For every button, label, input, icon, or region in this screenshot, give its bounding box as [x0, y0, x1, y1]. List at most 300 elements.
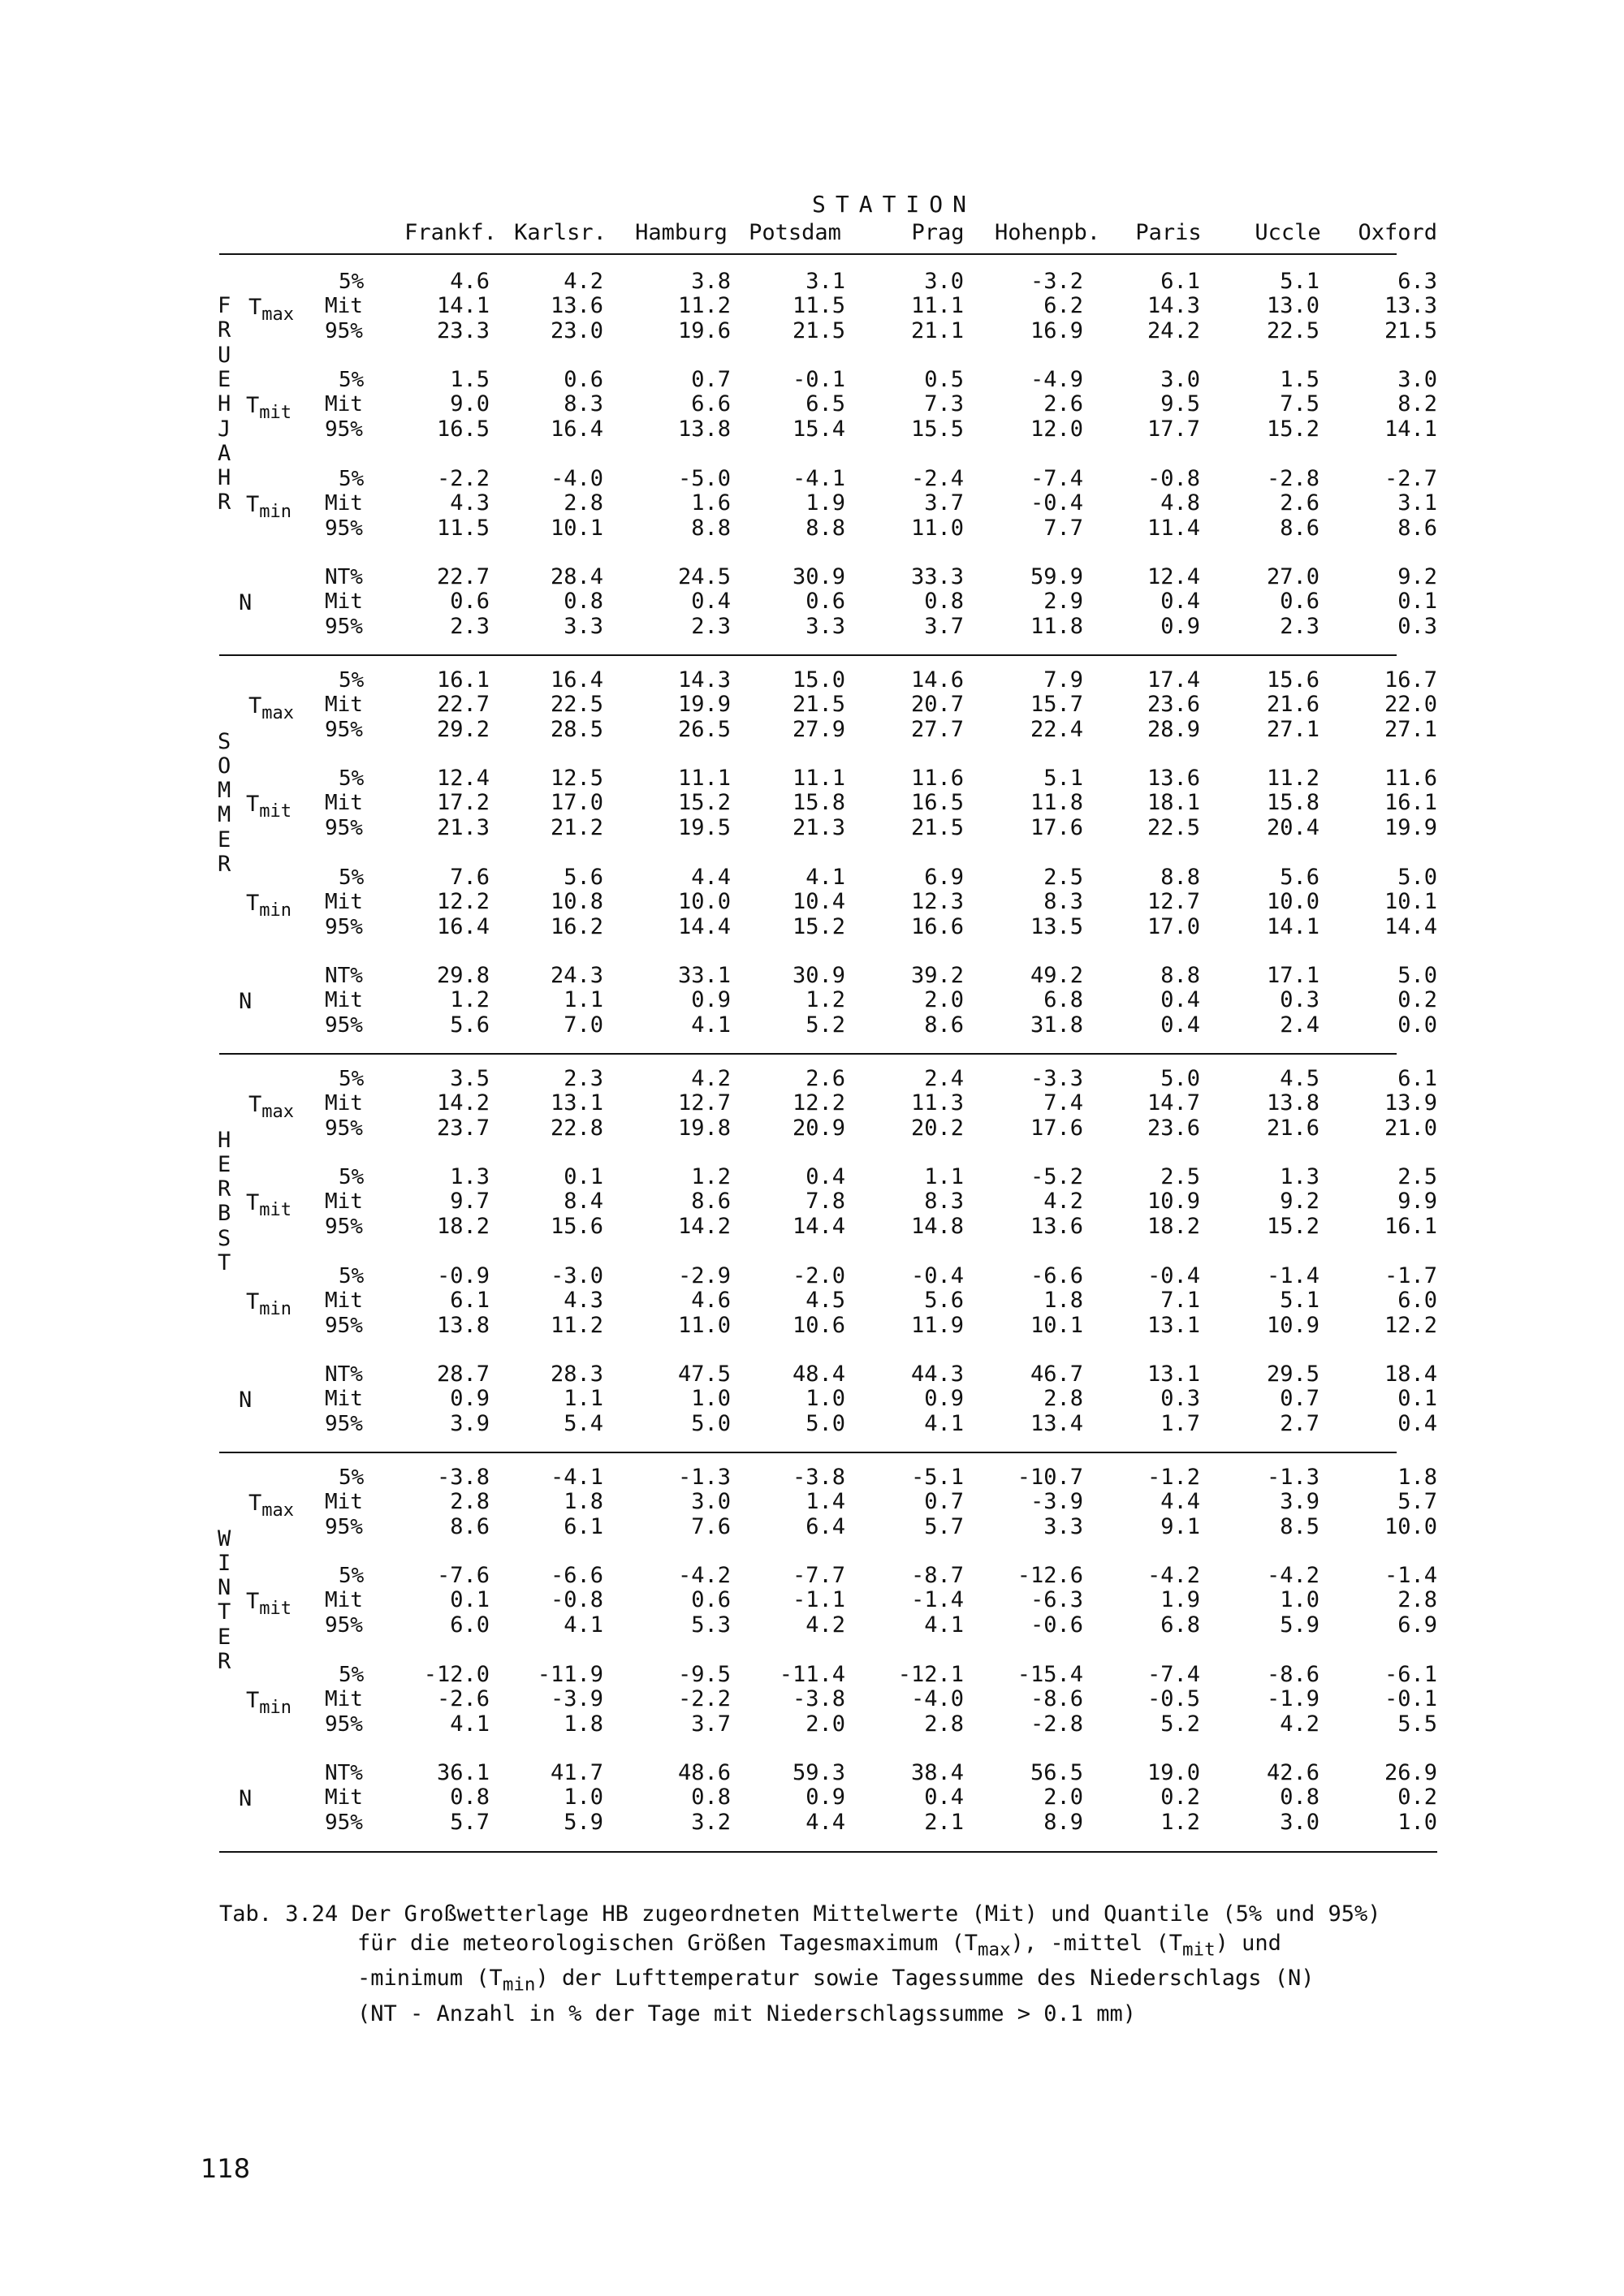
table-cell: 2.6: [806, 1066, 845, 1091]
table-cell: 3.0: [1280, 1809, 1320, 1835]
table-cell: -3.0: [550, 1263, 603, 1288]
table-cell: 18.1: [1147, 790, 1200, 816]
table-cell: 13.1: [1147, 1312, 1200, 1338]
table-cell: 2.8: [1043, 1386, 1083, 1412]
table-cell: 1.8: [564, 1711, 603, 1737]
row-label: Mit: [325, 491, 363, 516]
table-cell: 36.1: [436, 1760, 490, 1785]
table-cell: -0.1: [792, 367, 845, 392]
table-cell: 28.4: [550, 564, 603, 589]
table-cell: 4.2: [1280, 1711, 1320, 1737]
table-cell: 48.4: [792, 1362, 845, 1387]
variable-symbol: T: [246, 393, 260, 419]
variable-symbol: T: [248, 693, 262, 719]
table-cell: 17.0: [1147, 913, 1200, 939]
variable-symbol: N: [239, 590, 253, 616]
table-cell: 13.8: [1266, 1090, 1320, 1116]
table-cell: 14.1: [436, 293, 490, 319]
table-cell: 4.4: [806, 1809, 845, 1835]
table-cell: 15.2: [1266, 416, 1320, 442]
table-cell: 8.6: [1397, 515, 1437, 541]
variable-subscript: max: [261, 304, 295, 326]
table-cell: 13.3: [1384, 293, 1437, 319]
table-cell: -15.4: [1017, 1662, 1083, 1687]
table-cell: 1.9: [1160, 1587, 1200, 1613]
table-cell: 5.6: [564, 865, 603, 890]
table-cell: 1.7: [1160, 1410, 1200, 1436]
table-cell: 11.6: [910, 766, 964, 791]
table-cell: 16.1: [1384, 790, 1437, 816]
table-cell: 1.9: [806, 490, 845, 516]
table-cell: 23.7: [436, 1115, 490, 1141]
table-cell: 11.3: [910, 1090, 964, 1116]
table-cell: 16.2: [550, 913, 603, 939]
table-cell: 48.6: [677, 1760, 731, 1785]
table-cell: 0.1: [1397, 589, 1437, 615]
table-cell: 3.9: [1280, 1489, 1320, 1515]
table-cell: 14.8: [910, 1213, 964, 1239]
table-cell: 15.8: [1266, 790, 1320, 816]
table-cell: 15.4: [792, 416, 845, 442]
table-cell: 12.5: [550, 766, 603, 791]
row-label: 95%: [325, 1514, 363, 1539]
table-cell: 12.2: [1384, 1312, 1437, 1338]
table-cell: 14.7: [1147, 1090, 1200, 1116]
table-cell: 0.7: [691, 367, 731, 392]
table-cell: -3.8: [792, 1465, 845, 1490]
variable-subscript: min: [259, 1299, 292, 1320]
table-cell: 0.4: [1397, 1410, 1437, 1436]
row-label: 95%: [325, 614, 363, 639]
table-cell: 29.5: [1266, 1362, 1320, 1387]
table-cell: 11.2: [1266, 766, 1320, 791]
table-cell: 1.8: [1043, 1288, 1083, 1314]
table-cell: 10.0: [1384, 1513, 1437, 1539]
row-label: Mit: [325, 1687, 363, 1712]
page-number: 118: [201, 2153, 251, 2184]
table-cell: 13.5: [1030, 913, 1083, 939]
table-cell: 3.1: [1397, 490, 1437, 516]
table-cell: 14.2: [436, 1090, 490, 1116]
table-cell: -3.9: [550, 1686, 603, 1712]
table-cell: 22.4: [1030, 716, 1083, 742]
table-cell: 16.1: [436, 667, 490, 693]
table-cell: -11.9: [537, 1662, 603, 1687]
row-label: 5%: [339, 467, 365, 491]
table-cell: 2.0: [1043, 1785, 1083, 1810]
row-label: 95%: [325, 1711, 363, 1737]
table-cell: 15.2: [792, 913, 845, 939]
table-cell: 11.4: [1147, 515, 1200, 541]
table-cell: 23.6: [1147, 1115, 1200, 1141]
station-header-2: Karlsr.: [514, 220, 607, 245]
table-cell: 39.2: [910, 963, 964, 988]
table-cell: 0.6: [1280, 589, 1320, 615]
table-cell: 5.6: [1280, 865, 1320, 890]
row-label: 95%: [325, 416, 363, 442]
variable-symbol: T: [248, 1092, 262, 1118]
table-cell: 13.8: [436, 1312, 490, 1338]
table-cell: 14.1: [1384, 416, 1437, 442]
table-cell: 16.4: [550, 416, 603, 442]
variable-label-tmin: [246, 891, 292, 923]
table-cell: 7.5: [1280, 391, 1320, 417]
variable-subscript: min: [259, 900, 292, 921]
table-cell: 0.6: [691, 1587, 731, 1613]
table-cell: 17.7: [1147, 416, 1200, 442]
table-cell: 2.6: [1280, 490, 1320, 516]
table-cell: 11.6: [1384, 766, 1437, 791]
table-cell: 38.4: [910, 1760, 964, 1785]
table-cell: 3.3: [1043, 1513, 1083, 1539]
table-cell: 59.3: [792, 1760, 845, 1785]
season-divider: [219, 1851, 1437, 1853]
table-cell: 1.1: [564, 987, 603, 1013]
table-cell: 8.6: [691, 1189, 731, 1215]
table-cell: 13.4: [1030, 1410, 1083, 1436]
table-cell: 14.4: [792, 1213, 845, 1239]
table-cell: 0.3: [1160, 1386, 1200, 1412]
table-cell: -3.8: [792, 1686, 845, 1712]
table-cell: -3.3: [1030, 1066, 1083, 1091]
table-cell: 4.2: [1043, 1189, 1083, 1215]
table-cell: 6.1: [564, 1513, 603, 1539]
table-cell: 8.4: [564, 1189, 603, 1215]
variable-label-tmin: [246, 1689, 292, 1720]
table-cell: 2.4: [924, 1066, 964, 1091]
table-cell: 16.5: [910, 790, 964, 816]
season-divider: [219, 654, 1397, 656]
table-cell: 11.5: [436, 515, 490, 541]
table-cell: 9.9: [1397, 1189, 1437, 1215]
table-cell: 5.6: [924, 1288, 964, 1314]
table-cell: 10.0: [1266, 889, 1320, 915]
table-cell: -12.6: [1017, 1563, 1083, 1588]
caption-line-2b: ), -mittel (T: [1010, 1931, 1182, 1956]
table-cell: 11.2: [677, 293, 731, 319]
table-cell: 10.8: [550, 889, 603, 915]
table-cell: -8.6: [1030, 1686, 1083, 1712]
table-cell: 44.3: [910, 1362, 964, 1387]
table-cell: -1.3: [1266, 1465, 1320, 1490]
table-cell: 13.1: [1147, 1362, 1200, 1387]
caption-sub-mit: mit: [1181, 1939, 1216, 1961]
table-cell: 30.9: [792, 564, 845, 589]
table-cell: -5.1: [910, 1465, 964, 1490]
caption-line-2c: ) und: [1215, 1931, 1281, 1956]
table-cell: 13.6: [550, 293, 603, 319]
table-cell: 46.7: [1030, 1362, 1083, 1387]
row-label: 95%: [325, 1214, 363, 1239]
table-cell: -4.9: [1030, 367, 1083, 392]
table-cell: 0.1: [1397, 1386, 1437, 1412]
table-cell: 10.9: [1266, 1312, 1320, 1338]
table-cell: 17.6: [1030, 814, 1083, 840]
table-cell: -2.9: [677, 1263, 731, 1288]
table-cell: 2.3: [564, 1066, 603, 1091]
table-cell: -4.2: [1266, 1563, 1320, 1588]
table-cell: 8.8: [1160, 963, 1200, 988]
table-cell: 24.3: [550, 963, 603, 988]
table-cell: 14.2: [677, 1213, 731, 1239]
table-cell: 23.6: [1147, 692, 1200, 718]
table-cell: 3.7: [691, 1711, 731, 1737]
row-label: Mit: [325, 1490, 363, 1515]
table-cell: 8.9: [1043, 1809, 1083, 1835]
table-cell: 23.3: [436, 317, 490, 343]
table-cell: 27.1: [1384, 716, 1437, 742]
table-cell: 3.9: [450, 1410, 490, 1436]
variable-label-tmax: [248, 1093, 294, 1124]
table-cell: 6.2: [1043, 293, 1083, 319]
table-cell: 17.0: [550, 790, 603, 816]
table-cell: 20.7: [910, 692, 964, 718]
table-cell: -1.1: [792, 1587, 845, 1613]
table-cell: 12.2: [792, 1090, 845, 1116]
variable-subscript: min: [259, 502, 292, 523]
table-cell: 18.2: [1147, 1213, 1200, 1239]
row-label: NT%: [325, 964, 363, 988]
table-cell: 15.2: [677, 790, 731, 816]
table-cell: 14.1: [1266, 913, 1320, 939]
station-header-5: Prag: [911, 220, 965, 245]
variable-symbol: N: [239, 1388, 253, 1413]
table-cell: 20.4: [1266, 814, 1320, 840]
table-cell: 7.3: [924, 391, 964, 417]
table-cell: 2.8: [1397, 1587, 1437, 1613]
table-cell: 7.7: [1043, 515, 1083, 541]
row-label: NT%: [325, 1761, 363, 1785]
table-cell: 12.3: [910, 889, 964, 915]
table-cell: 1.2: [691, 1164, 731, 1189]
table-cell: 3.5: [450, 1066, 490, 1091]
table-cell: 2.5: [1160, 1164, 1200, 1189]
table-cell: 0.1: [564, 1164, 603, 1189]
table-cell: -2.2: [677, 1686, 731, 1712]
variable-symbol: T: [246, 1589, 260, 1615]
table-cell: 1.2: [450, 987, 490, 1013]
table-cell: 10.1: [1384, 889, 1437, 915]
table-cell: 9.5: [1160, 391, 1200, 417]
variable-label-tmit: [246, 1590, 292, 1621]
variable-label-tmit: [246, 394, 292, 425]
row-label: 5%: [339, 270, 365, 294]
variable-symbol: N: [239, 1786, 253, 1812]
table-cell: 5.4: [564, 1410, 603, 1436]
table-cell: 26.9: [1384, 1760, 1437, 1785]
table-cell: 19.0: [1147, 1760, 1200, 1785]
table-cell: 9.0: [450, 391, 490, 417]
table-cell: -5.2: [1030, 1164, 1083, 1189]
table-cell: 7.0: [564, 1012, 603, 1038]
table-cell: 8.3: [564, 391, 603, 417]
table-cell: 29.8: [436, 963, 490, 988]
variable-symbol: T: [248, 295, 262, 321]
table-cell: 21.3: [792, 814, 845, 840]
table-cell: 2.3: [691, 613, 731, 639]
table-cell: -1.2: [1147, 1465, 1200, 1490]
table-cell: 8.5: [1280, 1513, 1320, 1539]
table-caption: [219, 1900, 1486, 2029]
table-cell: 5.0: [1160, 1066, 1200, 1091]
row-label: Mit: [325, 392, 363, 417]
variable-subscript: min: [259, 1698, 292, 1719]
table-cell: -5.0: [677, 466, 731, 491]
variable-subscript: mit: [259, 403, 292, 424]
table-cell: 22.0: [1384, 692, 1437, 718]
table-cell: 21.2: [550, 814, 603, 840]
table-cell: 10.4: [792, 889, 845, 915]
row-label: Mit: [325, 693, 363, 718]
table-cell: -8.6: [1266, 1662, 1320, 1687]
table-cell: 4.1: [564, 1612, 603, 1638]
table-cell: 6.8: [1043, 987, 1083, 1013]
row-label: Mit: [325, 890, 363, 915]
table-cell: 6.3: [1397, 269, 1437, 294]
table-cell: 27.0: [1266, 564, 1320, 589]
table-cell: 0.8: [691, 1785, 731, 1810]
table-cell: 10.0: [677, 889, 731, 915]
table-cell: 15.2: [1266, 1213, 1320, 1239]
table-cell: 11.8: [1030, 790, 1083, 816]
variable-label-n: [239, 990, 252, 1014]
table-cell: -2.6: [436, 1686, 490, 1712]
table-cell: 19.9: [1384, 814, 1437, 840]
variable-label-tmin: [246, 1290, 292, 1322]
table-cell: 4.4: [1160, 1489, 1200, 1515]
table-cell: 4.2: [806, 1612, 845, 1638]
variable-subscript: mit: [259, 1599, 292, 1620]
table-cell: 5.1: [1280, 269, 1320, 294]
table-cell: 1.1: [564, 1386, 603, 1412]
table-cell: 11.8: [1030, 613, 1083, 639]
table-cell: 4.6: [691, 1288, 731, 1314]
variable-subscript: max: [261, 1500, 295, 1521]
table-cell: -0.9: [436, 1263, 490, 1288]
table-cell: -7.4: [1147, 1662, 1200, 1687]
table-cell: -0.8: [1147, 466, 1200, 491]
table-cell: 5.2: [806, 1012, 845, 1038]
table-cell: 7.8: [806, 1189, 845, 1215]
table-cell: 13.6: [1030, 1213, 1083, 1239]
table-cell: 2.8: [924, 1711, 964, 1737]
variable-label-n: [239, 591, 252, 615]
row-label: NT%: [325, 565, 363, 589]
row-label: 95%: [325, 1411, 363, 1436]
table-cell: 1.6: [691, 490, 731, 516]
table-cell: 6.4: [806, 1513, 845, 1539]
table-cell: 12.4: [1147, 564, 1200, 589]
table-cell: 15.7: [1030, 692, 1083, 718]
row-label: Mit: [325, 791, 363, 816]
table-cell: 5.5: [1397, 1711, 1437, 1737]
table-cell: 8.6: [1280, 515, 1320, 541]
table-cell: 2.1: [924, 1809, 964, 1835]
table-cell: -6.6: [550, 1563, 603, 1588]
table-cell: 22.5: [550, 692, 603, 718]
table-cell: 0.8: [450, 1785, 490, 1810]
table-cell: 8.6: [450, 1513, 490, 1539]
season-divider: [219, 1452, 1397, 1453]
table-cell: 19.9: [677, 692, 731, 718]
table-cell: 13.0: [1266, 293, 1320, 319]
station-header-8: Uccle: [1255, 220, 1321, 245]
table-cell: 5.7: [450, 1809, 490, 1835]
station-header-7: Paris: [1135, 220, 1202, 245]
table-cell: 1.2: [806, 987, 845, 1013]
station-header-6: Hohenpb.: [994, 220, 1101, 245]
table-cell: 17.4: [1147, 667, 1200, 693]
table-cell: 16.1: [1384, 1213, 1437, 1239]
variable-symbol: T: [246, 492, 260, 518]
table-cell: 1.0: [691, 1386, 731, 1412]
table-cell: 5.7: [1397, 1489, 1437, 1515]
table-cell: 28.5: [550, 716, 603, 742]
table-cell: 0.7: [1280, 1386, 1320, 1412]
table-cell: 12.4: [436, 766, 490, 791]
table-cell: 6.1: [1397, 1066, 1437, 1091]
row-label: 95%: [325, 318, 363, 343]
table-cell: 28.9: [1147, 716, 1200, 742]
table-cell: 3.7: [924, 613, 964, 639]
table-cell: 14.3: [1147, 293, 1200, 319]
variable-subscript: mit: [259, 801, 292, 822]
table-cell: 1.1: [924, 1164, 964, 1189]
table-cell: 27.7: [910, 716, 964, 742]
table-cell: 18.2: [436, 1213, 490, 1239]
variable-label-tmax: [248, 1491, 294, 1523]
variable-label-tmax: [248, 296, 294, 327]
table-cell: 3.0: [1397, 367, 1437, 392]
table-cell: 41.7: [550, 1760, 603, 1785]
table-cell: 6.9: [924, 865, 964, 890]
table-cell: 0.9: [1160, 613, 1200, 639]
table-cell: 14.6: [910, 667, 964, 693]
table-cell: -4.0: [910, 1686, 964, 1712]
table-cell: 5.0: [691, 1410, 731, 1436]
table-cell: -4.1: [792, 466, 845, 491]
table-cell: 0.4: [924, 1785, 964, 1810]
table-cell: 4.2: [564, 269, 603, 294]
table-cell: 16.5: [436, 416, 490, 442]
table-cell: 42.6: [1266, 1760, 1320, 1785]
caption-number: Tab. 3.24: [219, 1901, 352, 1927]
table-cell: 0.8: [1280, 1785, 1320, 1810]
row-label: 95%: [325, 1012, 363, 1038]
row-label: Mit: [325, 589, 363, 615]
row-label: 95%: [325, 1116, 363, 1141]
table-cell: 6.5: [806, 391, 845, 417]
station-header-9: Oxford: [1358, 220, 1437, 245]
caption-line-3b: ) der Lufttemperatur sowie Tagessumme des Niederschlags (N): [535, 1966, 1315, 1992]
row-label: 5%: [339, 766, 365, 791]
table-cell: -4.2: [1147, 1563, 1200, 1588]
table-cell: 21.3: [436, 814, 490, 840]
table-cell: 31.8: [1030, 1012, 1083, 1038]
table-cell: 21.5: [792, 317, 845, 343]
table-cell: 13.9: [1384, 1090, 1437, 1116]
variable-label-tmin: [246, 493, 292, 524]
variable-label-tmit: [246, 792, 292, 824]
table-cell: 3.8: [691, 269, 731, 294]
table-cell: 0.6: [564, 367, 603, 392]
caption-sub-max: max: [978, 1939, 1011, 1961]
table-cell: 15.6: [1266, 667, 1320, 693]
table-cell: -2.8: [1030, 1711, 1083, 1737]
table-cell: 22.7: [436, 692, 490, 718]
table-cell: 8.3: [1043, 889, 1083, 915]
variable-symbol: N: [239, 989, 253, 1015]
